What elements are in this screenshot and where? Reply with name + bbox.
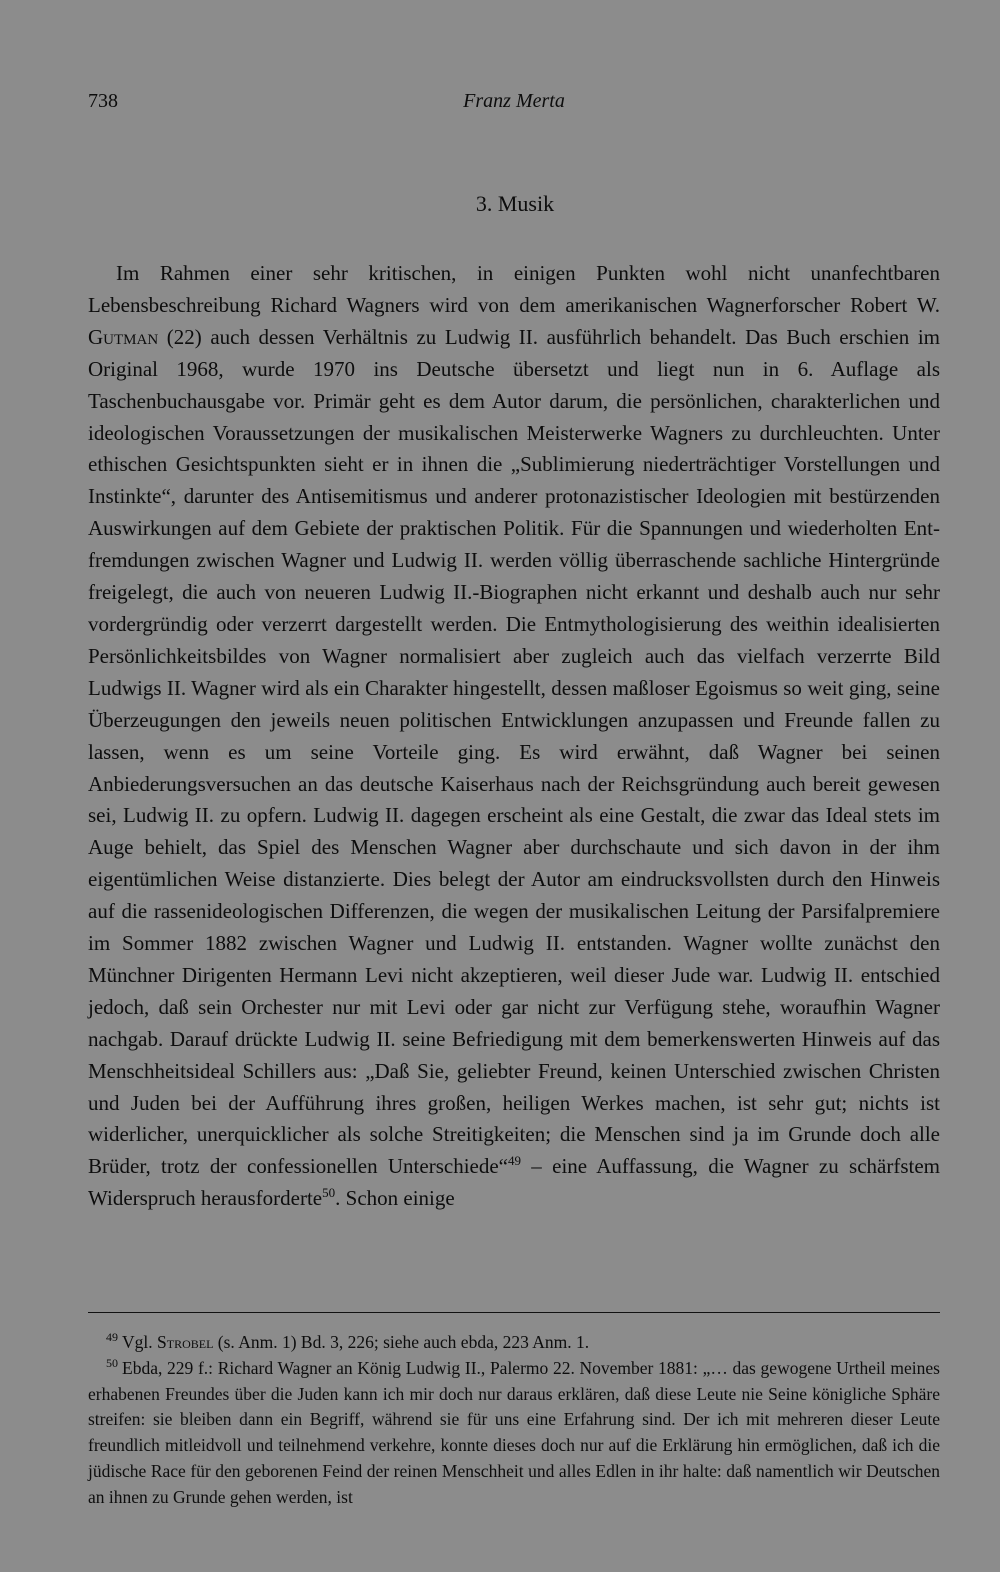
text-run: (s. Anm. 1) Bd. 3, 226; siehe auch ebda, 223 Anm. 1.	[213, 1332, 590, 1352]
text-run: (22) auch dessen Verhältnis zu Ludwig II. ausführlich behandelt. Das Buch erschien im Original 1968, wurde 1970 ins Deutsche übersetzt und liegt nun in 6. Auflage als Taschenbuchausgabe vor. Primär geht es dem Autor darum, die persönlichen, charakterlichen und ideologischen Voraussetzungen der musikalischen Meisterwerke Wagners zu durchleuchten. Unter ethischen Gesichtspunkten sieht er in ihnen die „Sublimierung niederträchtiger Vorstellungen und Instinkte“, darunter des Antisemitismus und anderer protonazistischer Ideologien mit bestürzenden Auswirkungen auf dem Gebiete der praktischen Politik. Für die Spannungen und wiederholten Entfremdungen zwischen Wagner und Ludwig II. werden völlig überraschende sachliche Hintergründe freigelegt, die auch von neueren Ludwig II.-Biographen nicht erkannt und deshalb auch nur sehr vordergründig oder verzerrt dargestellt werden. Die Entmythologisierung des weithin idealisierten Persönlichkeitsbildes von Wagner normalisiert aber zugleich auch das vielfach verzerrte Bild Ludwigs II. Wagner wird als ein Charakter hingestellt, dessen maßloser Egoismus so weit ging, seine Überzeugungen den jeweils neuen politischen Entwicklungen anzupassen und Freunde fallen zu lassen, wenn es um seine Vorteile ging. Es wird erwähnt, daß Wagner bei seinen Anbiederungsversuchen an das deutsche Kaiserhaus nach der Reichsgründung auch bereit gewesen sei, Ludwig II. zu opfern. Ludwig II. dagegen erscheint als eine Gestalt, die zwar das Ideal stets im Auge behielt, das Spiel des Menschen Wagner aber durchschaute und sich davon in der ihm eigentümlichen Weise distanzierte. Dies belegt der Autor am eindrucksvollsten durch den Hinweis auf die rassenideologischen Differenzen, die wegen der musikalischen Leitung der Parsifalpremiere im Sommer 1882 zwischen Wagner und Ludwig II. entstanden. Wagner wollte zunächst den Münchner Dirigenten Hermann Levi nicht akzeptieren, weil dieser Jude war. Ludwig II. entschied jedoch, daß sein Orchester nur mit Levi oder gar nicht zur Verfügung stehe, woraufhin Wagner nachgab. Darauf drückte Ludwig II. seine Befriedigung mit dem bemerkenswerten Hinweis auf das Menschheitsideal Schillers aus: „Daß Sie, geliebter Freund, keinen Unterschied zwischen Christen und Juden bei der Aufführung ihres großen, heiligen Werkes machen, ist sehr gut; nichts ist widerlicher, unerquicklicher als solche Streitigkeiten; die Menschen sind ja im Grunde doch alle Brüder, trotz der confessionellen Unterschiede“	[88, 324, 940, 1179]
footnote-reference: 49	[508, 1153, 521, 1169]
section-heading: 3. Musik	[475, 191, 555, 216]
text-run: Im Rahmen einer sehr kritischen, in einigen Punkten wohl nicht unanfechtbaren Lebensbeschreibung Richard Wagners wird von dem amerikanischen Wagnerforscher Robert W.	[88, 261, 940, 317]
text-run: Vgl.	[122, 1332, 157, 1352]
body-paragraph	[88, 258, 940, 1215]
footnotes	[88, 1330, 940, 1511]
text-run: Ebda, 229 f.: Richard Wagner an König Ludwig II., Palermo 22. November 1881: „… das gewogene Urtheil meines erhabenen Freundes über die Juden kann ich mir doch nur daraus erklären, daß diese Leute nie Seine königliche Sphäre streifen: sie bleiben dann ein Begriff, während sie für uns eine Erfahrung sind. Der ich mit mehreren dieser Leute freundlich mitleidvoll und teilnehmend verkehre, konnte dieses doch nur auf die Erklärung hin ermöglichen, daß ich die jüdische Race für den geborenen Feind der reinen Menschheit und alles Edlen in ihr halte: daß namentlich wir Deutschen an ihnen zu Grunde gehen werden, ist	[88, 1357, 940, 1507]
text-run: – eine Auffassung, die Wagner zu schärfstem Widerspruch herausforderte	[88, 1154, 941, 1211]
text-run: . Schon einige	[335, 1186, 455, 1211]
footnote-number: 50	[106, 1355, 118, 1370]
page-number: 738	[88, 90, 118, 112]
page-header	[88, 90, 940, 118]
author-name: Strobel	[157, 1332, 214, 1352]
running-title: Franz Merta	[463, 90, 565, 112]
footnote-50	[88, 1356, 940, 1511]
footnote-rule	[88, 1312, 940, 1313]
footnote-49	[88, 1330, 940, 1356]
author-name: Gutman	[88, 324, 159, 349]
footnote-reference: 50	[322, 1185, 336, 1201]
footnote-number: 49	[106, 1330, 118, 1345]
